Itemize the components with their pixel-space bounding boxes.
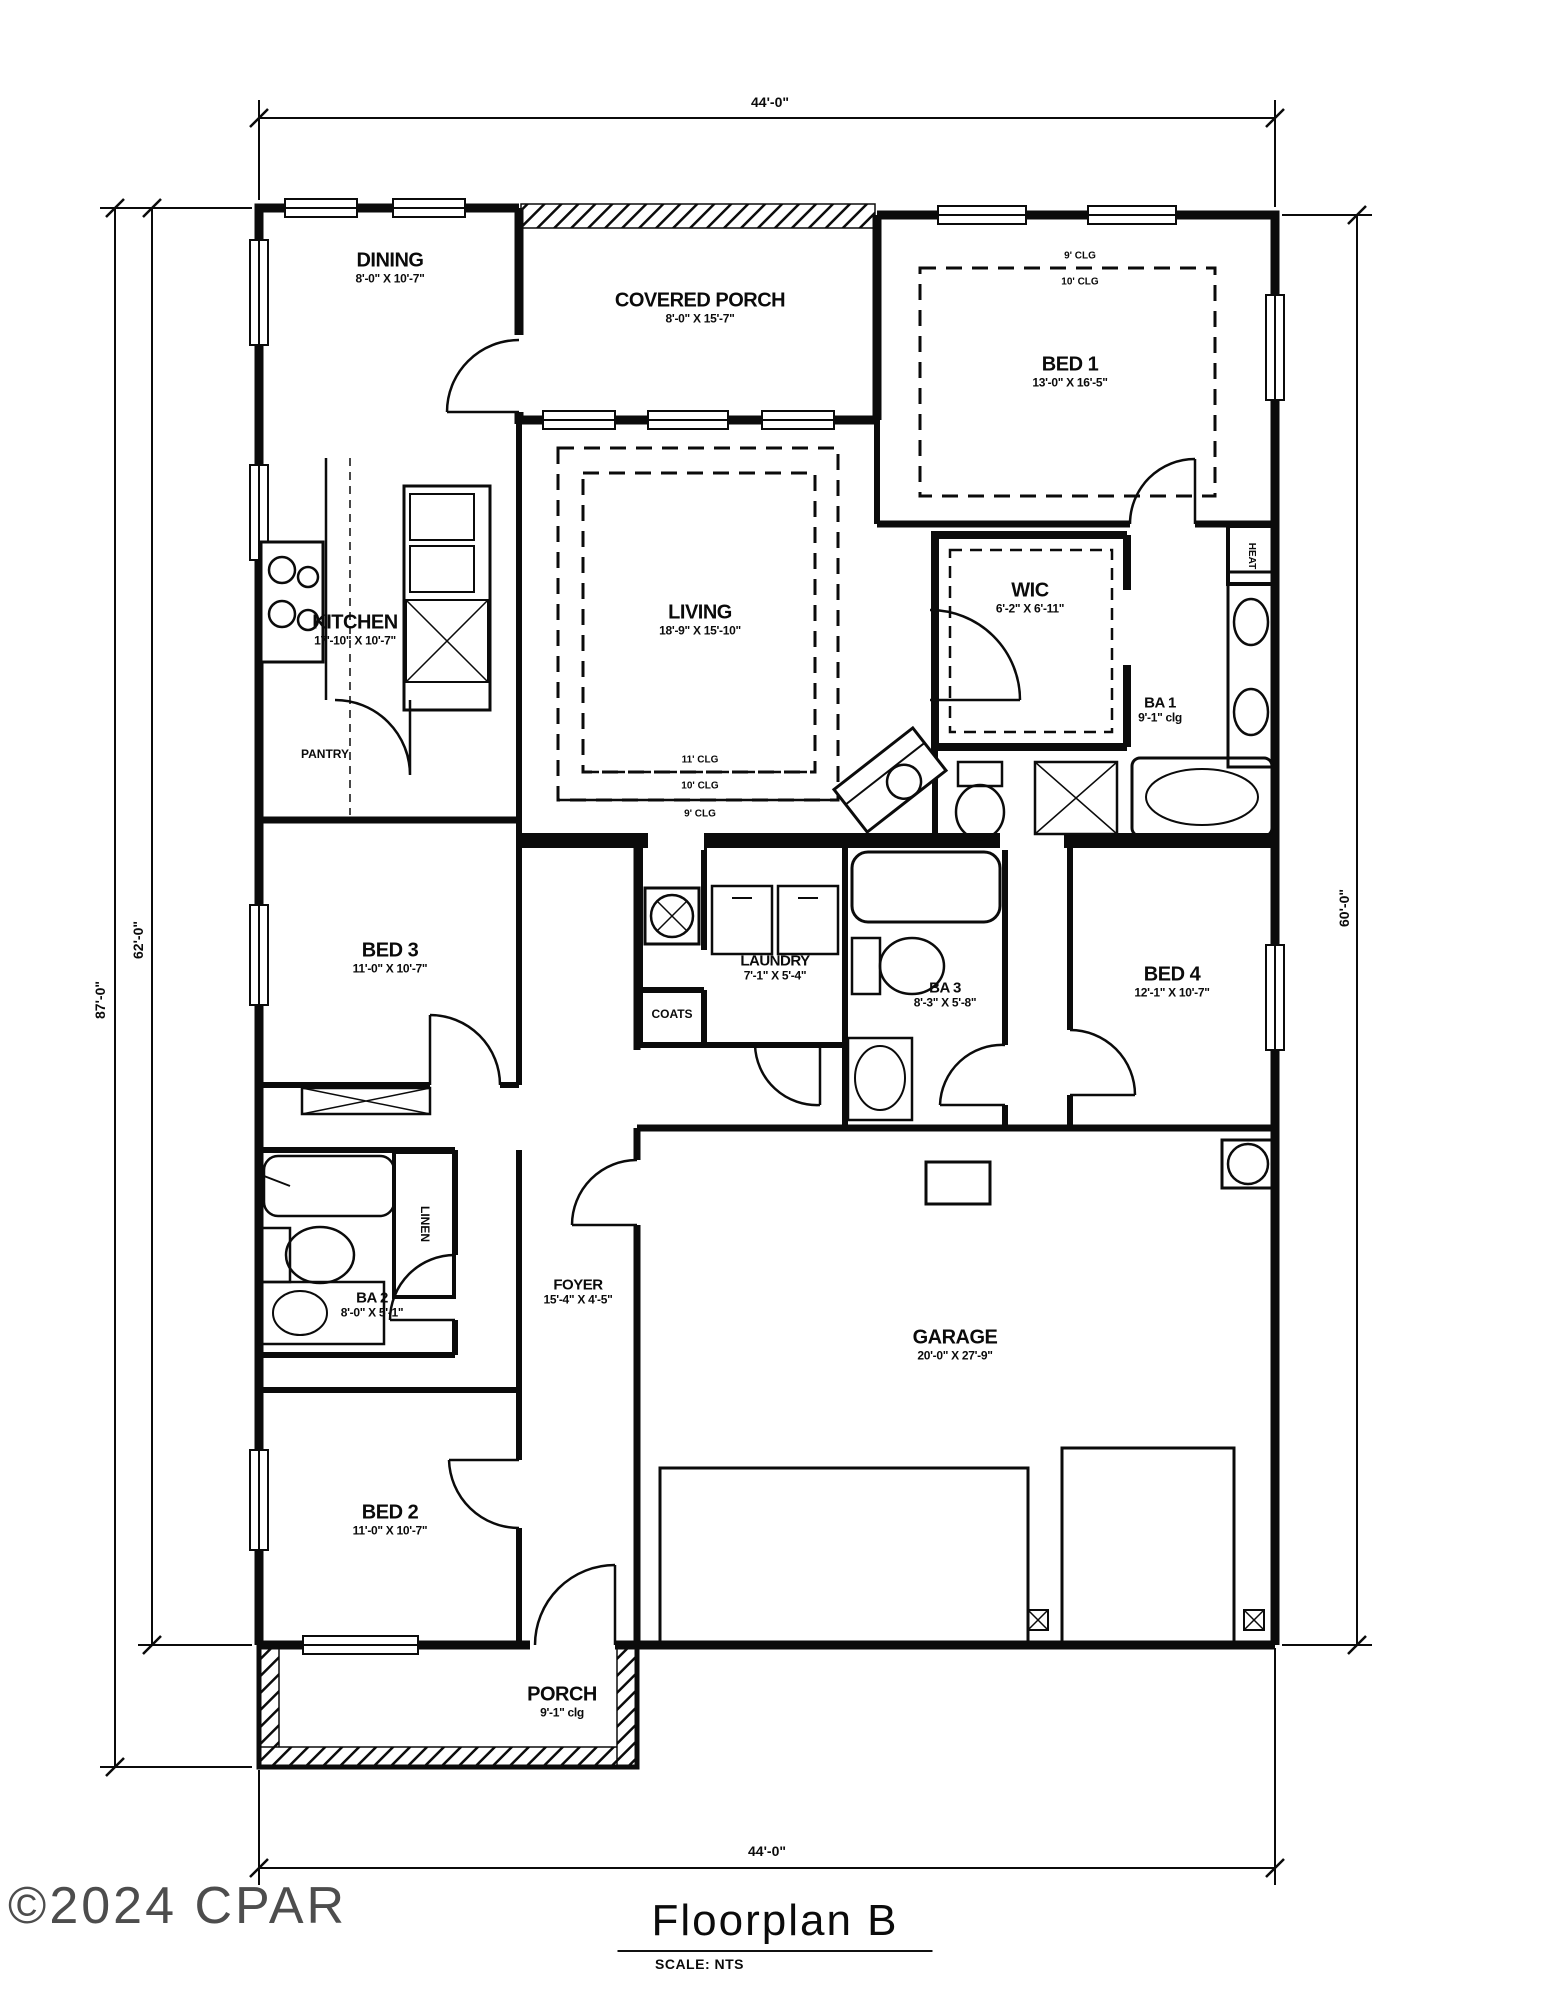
- room-label-living: LIVING 18'-9" X 15'-10": [659, 601, 741, 638]
- room-label-ba2: BA 2 8'-0" X 5'-1": [340, 1289, 404, 1320]
- dim-left-inner: 62'-0": [129, 921, 146, 959]
- living-clg-note-2: 10' CLG: [681, 780, 719, 792]
- watermark: ©2024 CPAR: [8, 1877, 348, 1935]
- room-label-kitchen: KITCHEN 17'-10" X 10'-7": [312, 611, 398, 648]
- room-label-bed1: BED 1 13'-0" X 16'-5": [1032, 353, 1108, 390]
- fireplace: [834, 728, 946, 832]
- dim-top: 44'-0": [751, 93, 789, 110]
- room-label-covered-porch: COVERED PORCH 8'-0" X 15'-7": [614, 289, 786, 326]
- sheet-title: Floorplan B: [617, 1896, 932, 1952]
- room-label-dining: DINING 8'-0" X 10'-7": [355, 249, 425, 286]
- room-label-ba3: BA 3 8'-3" X 5'-8": [913, 979, 977, 1010]
- room-label-porch: PORCH 9'-1" clg: [527, 1683, 597, 1720]
- closet-label-pantry: PANTRY: [301, 747, 349, 762]
- living-clg-note-3: 9' CLG: [684, 808, 716, 820]
- room-label-ba1: BA 1 9'-1" clg: [1138, 694, 1182, 725]
- room-label-bed2: BED 2 11'-0" X 10'-7": [352, 1501, 428, 1538]
- sheet-scale: SCALE: NTS: [655, 1956, 744, 1972]
- windows: [250, 199, 1284, 1654]
- closet-label-linen: LINEN: [417, 1206, 432, 1242]
- wic-walls: [935, 535, 1127, 747]
- dim-right: 60'-0": [1335, 889, 1352, 927]
- living-clg-note-1: 11' CLG: [681, 754, 719, 766]
- room-label-bed4: BED 4 12'-1" X 10'-7": [1134, 963, 1210, 1000]
- porch-hatch-strips: [259, 204, 875, 1767]
- room-label-laundry: LAUNDRY 7'-1" X 5'-4": [740, 952, 810, 983]
- bed1-clg-note-2: 10' CLG: [1061, 276, 1099, 288]
- room-label-wic: WIC 6'-2" X 6'-11": [995, 579, 1065, 616]
- dim-bottom: 44'-0": [748, 1842, 786, 1859]
- bed3-closet: [302, 1088, 430, 1114]
- room-label-foyer: FOYER 15'-4" X 4'-5": [543, 1276, 613, 1307]
- bed1-clg-note-1: 9' CLG: [1064, 250, 1096, 262]
- closet-label-heat: HEAT: [1245, 542, 1257, 570]
- interior-walls: [259, 420, 1275, 1645]
- closet-label-coats: COATS: [651, 1007, 693, 1022]
- room-label-bed3: BED 3 11'-0" X 10'-7": [352, 939, 428, 976]
- garage-fixtures: [660, 1140, 1275, 1645]
- mid-wall-band: [519, 831, 1277, 850]
- dim-left-outer: 87'-0": [91, 981, 108, 1019]
- room-label-garage: GARAGE 20'-0" X 27'-9": [912, 1326, 998, 1363]
